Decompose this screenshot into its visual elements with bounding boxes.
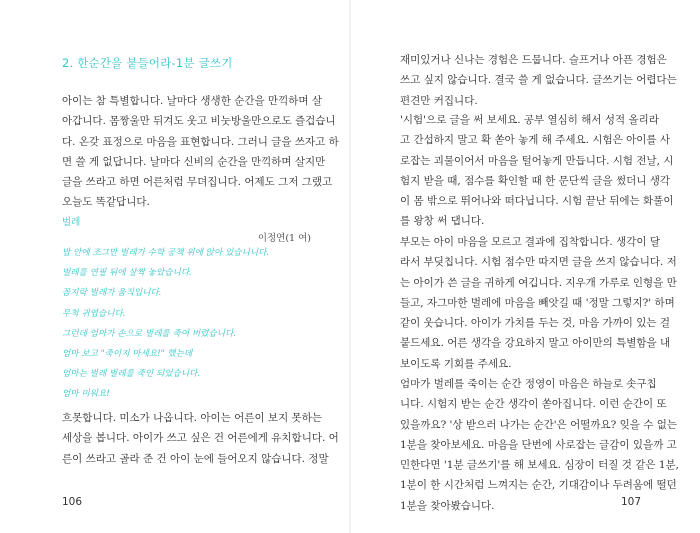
poem-body (62, 243, 269, 405)
intro-paragraph (62, 91, 339, 213)
paragraph-line: 재미있거나 신나는 경험은 드뭅니다. 슬프거나 아픈 경험은 (400, 54, 667, 66)
paragraph-line: 부모는 아이 마음을 모르고 결과에 집착합니다. 생각이 달 (400, 236, 660, 248)
paragraph-line: 같이 웃습니다. 아이가 가치를 두는 것, 마음 가까이 있는 걸 (400, 317, 671, 330)
chapter-title: 2. 한순간을 붙들어라-1분 글쓰기 (62, 56, 233, 70)
poem-line: 무척 귀엽습니다. (62, 308, 126, 319)
page-number-right: 107 (621, 496, 642, 508)
paragraph-line: 1분이 한 시간처럼 느껴지는 순간, 기대감이나 두려움에 떨던 (400, 479, 677, 492)
poem-line: 꼼지락 벌레가 움직입니다. (62, 288, 162, 299)
poem-title: 벌레 (62, 217, 81, 228)
paragraph-line: 이 몸 밖으로 뛰어나와 떠다닙니다. 시험 끝난 뒤에는 화풀이 (400, 195, 674, 208)
poem-line: 엄마 미워요! (62, 389, 110, 400)
poem-line: 벌레를 연필 뒤에 살짝 놓았습니다. (62, 268, 192, 279)
closing-line: 흐못합니다. 미소가 나옵니다. 아이는 어른이 보지 못하는 (62, 412, 322, 424)
paragraph-line: 보이도록 기회를 주세요. (400, 357, 512, 370)
poem-line: 엄마는 벌레 벌레를 죽인 되었습니다. (62, 369, 201, 380)
paragraph-line: 고 간섭하지 말고 확 쏟아 놓게 해 주세요. 시험은 아이를 사 (400, 134, 671, 147)
paragraph-line: '시험'으로 글을 써 보세요. 공부 열심히 해서 성적 올리라 (400, 114, 659, 126)
intro-line: 오늘도 똑같답니다. (62, 196, 150, 209)
paragraph-line: 엄마가 벌레를 죽이는 순간 정영이 마음은 하늘로 솟구칩 (400, 378, 657, 390)
poem-author: 이정연(1 여) (257, 233, 311, 244)
paragraph-line: 를 왕창 써 댑니다. (400, 215, 485, 228)
closing-line: 른이 쓰라고 골라 준 건 아이 눈에 들어오지 않습니다. 정말 (62, 452, 329, 465)
paragraph-line: 편견만 커집니다. (400, 94, 478, 107)
paragraph-line: 쓰고 싶지 않습니다. 결국 쓸 게 없습니다. 글쓰기는 어렵다는 (400, 74, 677, 87)
intro-line: 아갑니다. 몸짱울만 뒤겨도 웃고 비눗방울만으로도 즐겁습니 (62, 115, 336, 128)
poem-line: 밥 안에 조그만 벌레가 수학 공책 위에 앉아 있습니니다. (62, 248, 270, 258)
closing-paragraph (62, 408, 339, 469)
paragraph-4 (400, 374, 679, 516)
paragraph-line: 들고, 자그마한 벌레에 마음을 빼앗길 때 '정말 그렇지?' 하며 (400, 296, 675, 309)
paragraph-line: 니다. 시험지 받는 순간 생각이 쏟아집니다. 이런 순간이 또 (400, 398, 667, 411)
paragraph-line: 는 아이가 쓴 글을 귀하게 여깁니다. 지우개 가루로 인형을 만 (400, 276, 677, 289)
intro-line: 다. 온갖 표정으로 마음을 표현합니다. 그러니 글을 쓰자고 하 (62, 135, 339, 148)
paragraph-line: 민한다면 '1분 글쓰기'를 해 보세요. 심장이 터질 것 같은 1분, (400, 459, 679, 472)
page-number-left: 106 (62, 496, 83, 508)
right-page (351, 0, 700, 533)
paragraph-line: 1분을 찾아보세요. 마음을 단번에 사로잡는 글감이 있을까 고 (400, 438, 677, 451)
poem-line: 엄마 보고 "죽이지 마세요!" 했는데 (62, 349, 193, 360)
poem-line: 그런데 엄마가 손으로 벌레를 죽여 버렸습니다. (62, 328, 237, 339)
left-page (0, 0, 349, 533)
paragraph-3 (400, 232, 677, 374)
paragraph-line: 1분을 찾아봤습니다. (400, 499, 495, 512)
paragraph-2 (400, 110, 674, 232)
intro-line: 면 쓸 게 없답니다. 날마다 신비의 순간을 만끽하며 살지만 (62, 155, 326, 168)
paragraph-1 (400, 50, 677, 111)
intro-line: 아이는 참 특별합니다. 날마다 생생한 순간을 만끽하며 살 (62, 95, 322, 107)
paragraph-line: 있을까요? '상 받으러 나가는 순간'은 어떨까요? 잊을 수 없는 (400, 418, 678, 431)
paragraph-line: 라서 부딪칩니다. 시험 점수만 따지면 글을 쓰지 않습니다. 저 (400, 256, 677, 269)
paragraph-line: 험지 받을 때, 점수를 확인할 때 한 문단씩 글을 썼더니 생각 (400, 174, 671, 187)
paragraph-line: 붙드세요. 어른 생각을 강요하지 말고 아이만의 특별함을 내 (400, 337, 671, 350)
paragraph-line: 로잡는 괴물이어서 마음을 털어놓게 만듭니다. 시험 전날, 시 (400, 154, 674, 167)
intro-line: 글을 쓰라고 하면 어른처럼 무뎌집니다. 어제도 그저 그랬고 (62, 176, 333, 189)
closing-line: 세상을 봅니다. 아이가 쓰고 싶은 건 어른에게 유치합니다. 어 (62, 432, 339, 445)
